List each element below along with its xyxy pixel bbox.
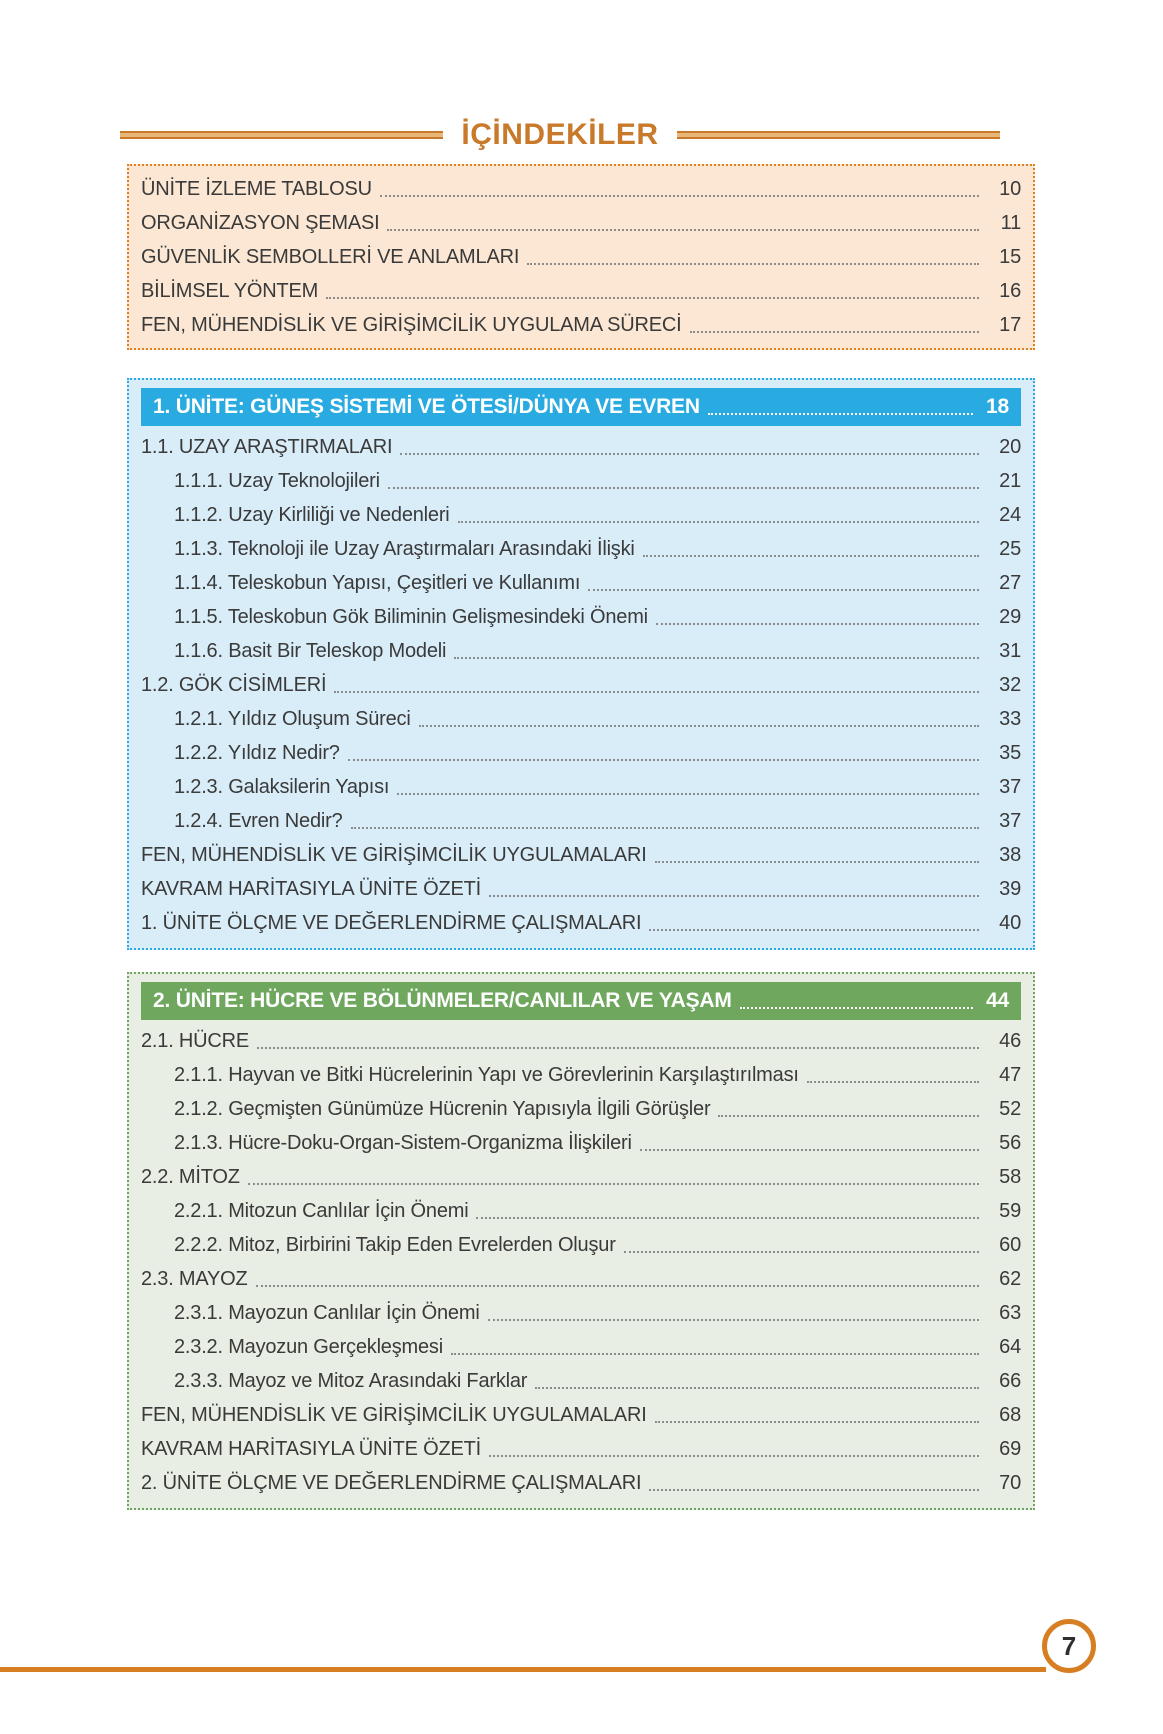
toc-entry [141, 1330, 1021, 1364]
toc-entry-label: 1.2. GÖK CİSİMLERİ [141, 673, 327, 696]
toc-entry-page-number: 56 [999, 1131, 1021, 1154]
toc-entry-label: 1.1.6. Basit Bir Teleskop Modeli [174, 639, 447, 662]
toc-entry-label: 2.3.2. Mayozun Gerçekleşmesi [174, 1335, 443, 1358]
toc-entry [141, 240, 1021, 274]
dot-leader [334, 691, 979, 693]
toc-entry [141, 1160, 1021, 1194]
toc-entry [141, 308, 1021, 342]
toc-entry [141, 702, 1021, 736]
toc-entry-label: 2. ÜNİTE ÖLÇME VE DEĞERLENDİRME ÇALIŞMALARI [141, 1471, 642, 1494]
dot-leader [649, 929, 979, 931]
toc-entry-label: 2.1.2. Geçmişten Günümüze Hücrenin Yapısıyla İlgili Görüşler [174, 1097, 711, 1120]
toc-entry [141, 872, 1021, 906]
page-number: 7 [1061, 1630, 1077, 1661]
dot-leader [643, 555, 979, 557]
toc-entry-page-number: 20 [999, 435, 1021, 458]
toc-entry-label: FEN, MÜHENDİSLİK VE GİRİŞİMCİLİK UYGULAMALARI [141, 1403, 647, 1426]
dot-leader [458, 521, 979, 523]
toc-entry-label: 1.1.5. Teleskobun Gök Biliminin Gelişmesindeki Önemi [174, 605, 648, 628]
page-title: İÇİNDEKİLER [461, 118, 659, 151]
dot-leader [419, 725, 979, 727]
dot-leader [454, 657, 979, 659]
dot-leader [257, 1047, 979, 1049]
front-matter-box [127, 164, 1035, 350]
toc-entry [141, 1262, 1021, 1296]
footer-rule [0, 1667, 1046, 1672]
toc-entry-label: BİLİMSEL YÖNTEM [141, 279, 319, 302]
page-number-badge [1042, 1619, 1096, 1673]
toc-entry-page-number: 63 [999, 1301, 1021, 1324]
toc-entry-label: 2.3.1. Mayozun Canlılar İçin Önemi [174, 1301, 480, 1324]
toc-entry-label: KAVRAM HARİTASIYLA ÜNİTE ÖZETİ [141, 877, 481, 900]
toc-entry-page-number: 37 [999, 809, 1021, 832]
toc-entry-page-number: 25 [999, 537, 1021, 560]
dot-leader [655, 1421, 979, 1423]
toc-entry-page-number: 68 [999, 1403, 1021, 1426]
toc-entry [141, 668, 1021, 702]
toc-entry-page-number: 46 [999, 1029, 1021, 1052]
toc-entry-label: 1.2.1. Yıldız Oluşum Süreci [174, 707, 411, 730]
toc-entry-page-number: 32 [999, 673, 1021, 696]
toc-entry-label: 1.1.2. Uzay Kirliliği ve Nedenleri [174, 503, 450, 526]
dot-leader [690, 331, 979, 333]
toc-entry-label: 1. ÜNİTE ÖLÇME VE DEĞERLENDİRME ÇALIŞMALARI [141, 911, 642, 934]
unit-2-entries [141, 1024, 1021, 1500]
toc-entry-page-number: 11 [1000, 211, 1021, 234]
toc-entry [141, 1058, 1021, 1092]
toc-entry-page-number: 64 [999, 1335, 1021, 1358]
toc-entry [141, 1194, 1021, 1228]
dot-leader [248, 1183, 979, 1185]
toc-entry [141, 1228, 1021, 1262]
toc-entry [141, 838, 1021, 872]
toc-entry-label: 2.2. MİTOZ [141, 1165, 240, 1188]
dot-leader [649, 1489, 979, 1491]
toc-entry-page-number: 33 [999, 707, 1021, 730]
toc-entry-page-number: 10 [999, 177, 1021, 200]
dot-leader [489, 1455, 979, 1457]
toc-entry [141, 770, 1021, 804]
toc-entry-label: KAVRAM HARİTASIYLA ÜNİTE ÖZETİ [141, 1437, 481, 1460]
toc-entry-page-number: 47 [999, 1063, 1021, 1086]
toc-entry [141, 206, 1021, 240]
toc-entry-page-number: 35 [999, 741, 1021, 764]
toc-entry-page-number: 15 [999, 245, 1021, 268]
toc-entry-label: ORGANİZASYON ŞEMASI [141, 211, 380, 234]
toc-entry [141, 634, 1021, 668]
unit-2-box [127, 972, 1035, 1510]
dot-leader [656, 623, 979, 625]
dot-leader [387, 229, 979, 231]
toc-entry [141, 464, 1021, 498]
toc-entry-page-number: 21 [999, 469, 1021, 492]
toc-entry [141, 1092, 1021, 1126]
toc-entry-page-number: 52 [999, 1097, 1021, 1120]
dot-leader [326, 297, 979, 299]
dot-leader [527, 263, 979, 265]
dot-leader [380, 195, 979, 197]
dot-leader [400, 453, 979, 455]
toc-entry [141, 1024, 1021, 1058]
dot-leader [489, 895, 979, 897]
toc-entry-label: 1.1.1. Uzay Teknolojileri [174, 469, 380, 492]
toc-entry [141, 1126, 1021, 1160]
toc-entry-page-number: 66 [999, 1369, 1021, 1392]
toc-entry-label: 2.3.3. Mayoz ve Mitoz Arasındaki Farklar [174, 1369, 528, 1392]
toc-entry-label: 1.1.4. Teleskobun Yapısı, Çeşitleri ve Kullanımı [174, 571, 581, 594]
dot-leader [740, 1007, 973, 1009]
unit-2-header-page-number: 44 [986, 989, 1009, 1012]
toc-entry-label: 1.1. UZAY ARAŞTIRMALARI [141, 435, 393, 458]
toc-entry-page-number: 69 [999, 1437, 1021, 1460]
unit-2-header [141, 982, 1021, 1020]
toc-entry-page-number: 70 [999, 1471, 1021, 1494]
toc-entry [141, 274, 1021, 308]
dot-leader [535, 1387, 979, 1389]
toc-entry-page-number: 40 [999, 911, 1021, 934]
toc-entry-label: GÜVENLİK SEMBOLLERİ VE ANLAMLARI [141, 245, 520, 268]
unit-1-header-page-number: 18 [986, 395, 1009, 418]
toc-entry-label: 2.1. HÜCRE [141, 1029, 250, 1052]
dot-leader [351, 827, 979, 829]
toc-entry-page-number: 58 [999, 1165, 1021, 1188]
title-rule-left [120, 131, 443, 139]
toc-entry [141, 1466, 1021, 1500]
toc-entry-label: 2.3. MAYOZ [141, 1267, 248, 1290]
toc-entry-label: 2.1.1. Hayvan ve Bitki Hücrelerinin Yapı ve Görevlerinin Karşılaştırılması [174, 1063, 799, 1086]
toc-entry-label: 1.1.3. Teknoloji ile Uzay Araştırmaları Arasındaki İlişki [174, 537, 635, 560]
toc-entry-page-number: 39 [999, 877, 1021, 900]
unit-2-header-label: 2. ÜNİTE: HÜCRE VE BÖLÜNMELER/CANLILAR VE YAŞAM [153, 989, 732, 1012]
toc-entry [141, 532, 1021, 566]
title-rule-right [677, 131, 1000, 139]
toc-entry-label: FEN, MÜHENDİSLİK VE GİRİŞİMCİLİK UYGULAMALARI [141, 843, 647, 866]
toc-entry [141, 566, 1021, 600]
dot-leader [476, 1217, 979, 1219]
toc-entry-page-number: 60 [999, 1233, 1021, 1256]
toc-entry-page-number: 31 [999, 639, 1021, 662]
toc-entry [141, 1364, 1021, 1398]
dot-leader [488, 1319, 979, 1321]
unit-1-header-label: 1. ÜNİTE: GÜNEŞ SİSTEMİ VE ÖTESİ/DÜNYA VE EVREN [153, 395, 700, 418]
toc-entry-page-number: 38 [999, 843, 1021, 866]
dot-leader [708, 413, 973, 415]
dot-leader [718, 1115, 979, 1117]
toc-entry-label: 1.2.2. Yıldız Nedir? [174, 741, 340, 764]
toc-entry-page-number: 27 [999, 571, 1021, 594]
dot-leader [655, 861, 979, 863]
unit-1-header [141, 388, 1021, 426]
contents-title-block [120, 118, 1000, 152]
dot-leader [397, 793, 979, 795]
toc-entry [141, 1432, 1021, 1466]
toc-entry [141, 804, 1021, 838]
dot-leader [807, 1081, 979, 1083]
dot-leader [624, 1251, 979, 1253]
unit-1-entries [141, 430, 1021, 940]
toc-entry [141, 498, 1021, 532]
toc-entry-page-number: 16 [999, 279, 1021, 302]
toc-entry-page-number: 37 [999, 775, 1021, 798]
toc-entry-page-number: 62 [999, 1267, 1021, 1290]
dot-leader [348, 759, 979, 761]
dot-leader [588, 589, 979, 591]
toc-entry [141, 736, 1021, 770]
dot-leader [451, 1353, 979, 1355]
toc-entry-label: 1.2.3. Galaksilerin Yapısı [174, 775, 390, 798]
toc-entry-label: 2.2.2. Mitoz, Birbirini Takip Eden Evrelerden Oluşur [174, 1233, 616, 1256]
toc-entry [141, 1296, 1021, 1330]
toc-entry [141, 172, 1021, 206]
toc-entry-label: 2.2.1. Mitozun Canlılar İçin Önemi [174, 1199, 469, 1222]
toc-entry-label: 1.2.4. Evren Nedir? [174, 809, 343, 832]
dot-leader [640, 1149, 979, 1151]
dot-leader [256, 1285, 979, 1287]
toc-entry [141, 600, 1021, 634]
toc-entry-page-number: 17 [999, 313, 1021, 336]
toc-entry [141, 430, 1021, 464]
toc-entry-label: ÜNİTE İZLEME TABLOSU [141, 177, 372, 200]
toc-entry [141, 1398, 1021, 1432]
toc-entry-label: 2.1.3. Hücre-Doku-Organ-Sistem-Organizma İlişkileri [174, 1131, 632, 1154]
toc-entry-page-number: 59 [999, 1199, 1021, 1222]
dot-leader [388, 487, 979, 489]
toc-entry-page-number: 24 [999, 503, 1021, 526]
toc-entry-page-number: 29 [999, 605, 1021, 628]
unit-1-box [127, 378, 1035, 950]
toc-entry [141, 906, 1021, 940]
toc-entry-label: FEN, MÜHENDİSLİK VE GİRİŞİMCİLİK UYGULAMA SÜRECİ [141, 313, 682, 336]
